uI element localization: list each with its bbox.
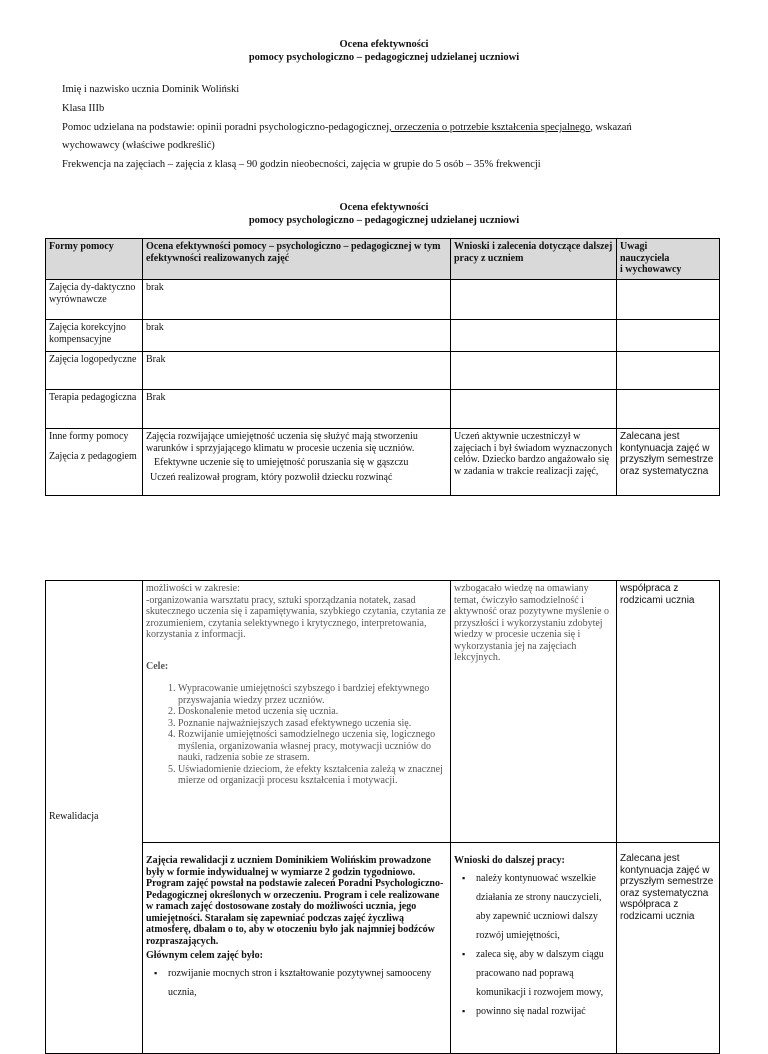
section-title-line2: pomocy psychologiczno – pedagogicznej udzielanej uczniowi — [248, 215, 520, 226]
rewalidation-form: Rewalidacja — [46, 581, 143, 1054]
list-item: ▪ zaleca się, aby w dalszym ciągu pracowano nad poprawą komunikacji i rozwojem mowy, — [466, 945, 613, 1002]
row-remarks — [617, 352, 720, 390]
conclusions-text: Uczeń aktywnie uczestniczył w zajęciach i był świadom wyznaczonych celów. Dziecko bardzo angażowało się w zadania w trakcie realizacji zajęć, — [454, 431, 613, 477]
conclusions-list — [454, 869, 613, 1021]
header-evaluation: Ocena efektywności pomocy – psychologiczno – pedagogicznej w tym efektywności realizowanych zajęć — [143, 239, 451, 280]
list-item: 5. Uświadomienie dzieciom, że efekty kształcenia zależą w znacznej mierze od organizacji procesu kształcenia i motywacji. — [178, 764, 447, 787]
conclusions-heading: Wnioski do dalszej pracy: — [454, 855, 565, 866]
row-remarks — [617, 320, 720, 352]
row-form: Zajęcia dy-daktyczno wyrównawcze — [46, 280, 143, 320]
header-remarks — [617, 239, 720, 280]
doc-title-line2: pomocy psychologiczno – pedagogicznej udzielanej uczniowi — [248, 52, 520, 63]
eval-scope: -organizowania warsztatu pracy, sztuki sporządzania notatek, zasad skutecznego uczenia się i zapamiętywania, szybkiego czytania, czytania ze zrozumieniem, czytania selektywnego i krytycznego, interpretowania, korzystania z informacji. — [146, 594, 446, 640]
attendance: Frekwencja na zajęciach – zajęcia z klasą – 90 godzin nieobecności, zajęcia w grupie do 5 osób – 35% frekwencji — [62, 159, 541, 170]
table-row — [46, 352, 720, 390]
table-row — [46, 581, 720, 843]
rewalidation-remarks — [617, 843, 720, 1054]
eval-intro: możliwości w zakresie: — [146, 583, 240, 594]
goals-heading: Cele: — [146, 660, 169, 672]
row-eval: Brak — [143, 352, 451, 390]
list-item: 2. Doskonalenie metod uczenia się ucznia. — [178, 706, 447, 718]
list-item: ▪ powinno się nadal rozwijać — [466, 1002, 613, 1021]
table-header-row — [46, 239, 720, 280]
pedagogue-label: Zajęcia z pedagogiem — [49, 450, 137, 462]
basis-underlined: , orzeczenia o potrzebie kształcenia specjalnego — [389, 122, 591, 133]
eval-continued — [143, 581, 451, 843]
goals-list — [146, 683, 447, 787]
row-form: Zajęcia korekcyjno kompensacyjne — [46, 320, 143, 352]
conclusions-continued: wzbogacało wiedzę na omawiany temat, ćwiczyło samodzielność i aktywność oraz pozytywne myślenie o przyszłości i wykorzystaniu zdobytej wiedzy w procesie uczenia się i wykorzystania jej na zajęciach lekcyjnych. — [451, 581, 617, 843]
table-row — [46, 390, 720, 429]
rewalidation-remarks-text: Zalecana jest kontynuacja zajęć w przyszłym semestrze oraz systematyczna współpraca z rodzicami ucznia — [620, 853, 714, 922]
row-conclusions — [451, 390, 617, 429]
list-item: ▪ rozwijanie mocnych stron i kształtowanie pozytywnej samooceny ucznia, — [158, 964, 447, 1002]
table-row-other — [46, 429, 720, 496]
assessment-table — [45, 238, 720, 496]
row-conclusions — [451, 280, 617, 320]
row-eval: brak — [143, 280, 451, 320]
header-remarks-l3: i wychowawcy — [620, 264, 682, 275]
student-name: Imię i nazwisko ucznia Dominik Woliński — [62, 84, 240, 95]
row-eval: Brak — [143, 390, 451, 429]
basis-suffix: , wskazań — [590, 122, 632, 133]
row-remarks — [617, 280, 720, 320]
main-goal-heading: Głównym celem zajęć było: — [146, 950, 263, 961]
row-conclusions — [451, 352, 617, 390]
help-basis-line2: wychowawcy (właściwe podkreślić) — [62, 140, 215, 151]
eval-paragraph-1: Zajęcia rozwijające umiejętność uczenia się służyć mają stworzeniu warunków i sprzyjającego klimatu w procesie uczenia się uczniów. — [146, 431, 418, 454]
other-forms-label: Inne formy pomocy — [49, 431, 129, 442]
main-goal-list — [146, 964, 447, 1002]
header-forms: Formy pomocy — [46, 239, 143, 280]
row-form: Terapia pedagogiczna — [46, 390, 143, 429]
table-row — [46, 280, 720, 320]
list-item: 4. Rozwijanie umiejętności samodzielnego uczenia się, logicznego myślenia, organizowania własnej pracy, motywacji uczniów do nauki, radzenia sobie ze strasem. — [178, 729, 447, 764]
section-title-line1: Ocena efektywności — [339, 202, 429, 213]
list-item: 3. Poznanie najważniejszych zasad efektywnego uczenia się. — [178, 718, 447, 730]
rewalidation-table — [45, 580, 720, 1054]
rewalidation-conclusions — [451, 843, 617, 1054]
row-form: Zajęcia logopedyczne — [46, 352, 143, 390]
remarks-continued: współpraca z rodzicami ucznia — [617, 581, 720, 843]
help-basis — [62, 121, 632, 134]
eval-paragraph-2: Efektywne uczenie się to umiejętność poruszania się w gąszczu — [154, 457, 409, 468]
row-remarks-other — [617, 429, 720, 496]
list-item: 1. Wypracowanie umiejętności szybszego i bardziej efektywnego przyswajania wiedzy przez uczniów. — [178, 683, 447, 706]
table-row — [46, 320, 720, 352]
row-eval-other — [143, 429, 451, 496]
rewalidation-description: Zajęcia rewalidacji z uczniem Dominikiem Wolińskim prowadzone były w formie indywidualnej w wymiarze 2 godzin tygodniowo. Program zajęć powstał na podstawie zaleceń Poradni Psychologiczno-Pedagogicznej określonych w orzeczeniu. Program i cele realizowane w ramach zajęć dostosowane zostały do możliwości ucznia, jego umiejętności. Starałam się zapewniać podczas zajęć życzliwą atmosferę, dbałam o to, aby w otoczeniu było jak najmniej bodźców rozpraszających. — [146, 855, 444, 947]
row-eval: brak — [143, 320, 451, 352]
rewalidation-eval — [143, 843, 451, 1054]
header-remarks-l2: nauczyciela — [620, 252, 670, 264]
remarks-text: Zalecana jest kontynuacja zajęć w przyszłym semestrze oraz systematyczna — [620, 431, 714, 477]
row-conclusions — [451, 320, 617, 352]
basis-prefix: Pomoc udzielana na podstawie: opinii poradni psychologiczno-pedagogicznej — [62, 122, 390, 133]
student-class: Klasa IIIb — [62, 103, 105, 114]
row-remarks — [617, 390, 720, 429]
eval-paragraph-3: Uczeń realizował program, który pozwolił dziecku rozwinąć — [150, 471, 393, 483]
doc-title-line1: Ocena efektywności — [339, 39, 429, 50]
header-conclusions: Wnioski i zalecenia dotyczące dalszej pracy z uczniem — [451, 239, 617, 280]
header-remarks-l1: Uwagi — [620, 241, 648, 252]
row-conclusions-other — [451, 429, 617, 496]
row-form-other — [46, 429, 143, 496]
table-row — [46, 843, 720, 1054]
list-item: ▪ należy kontynuować wszelkie działania ze strony nauczycieli, aby zapewnić uczniowi dalszy rozwój umiejętności, — [466, 869, 613, 945]
